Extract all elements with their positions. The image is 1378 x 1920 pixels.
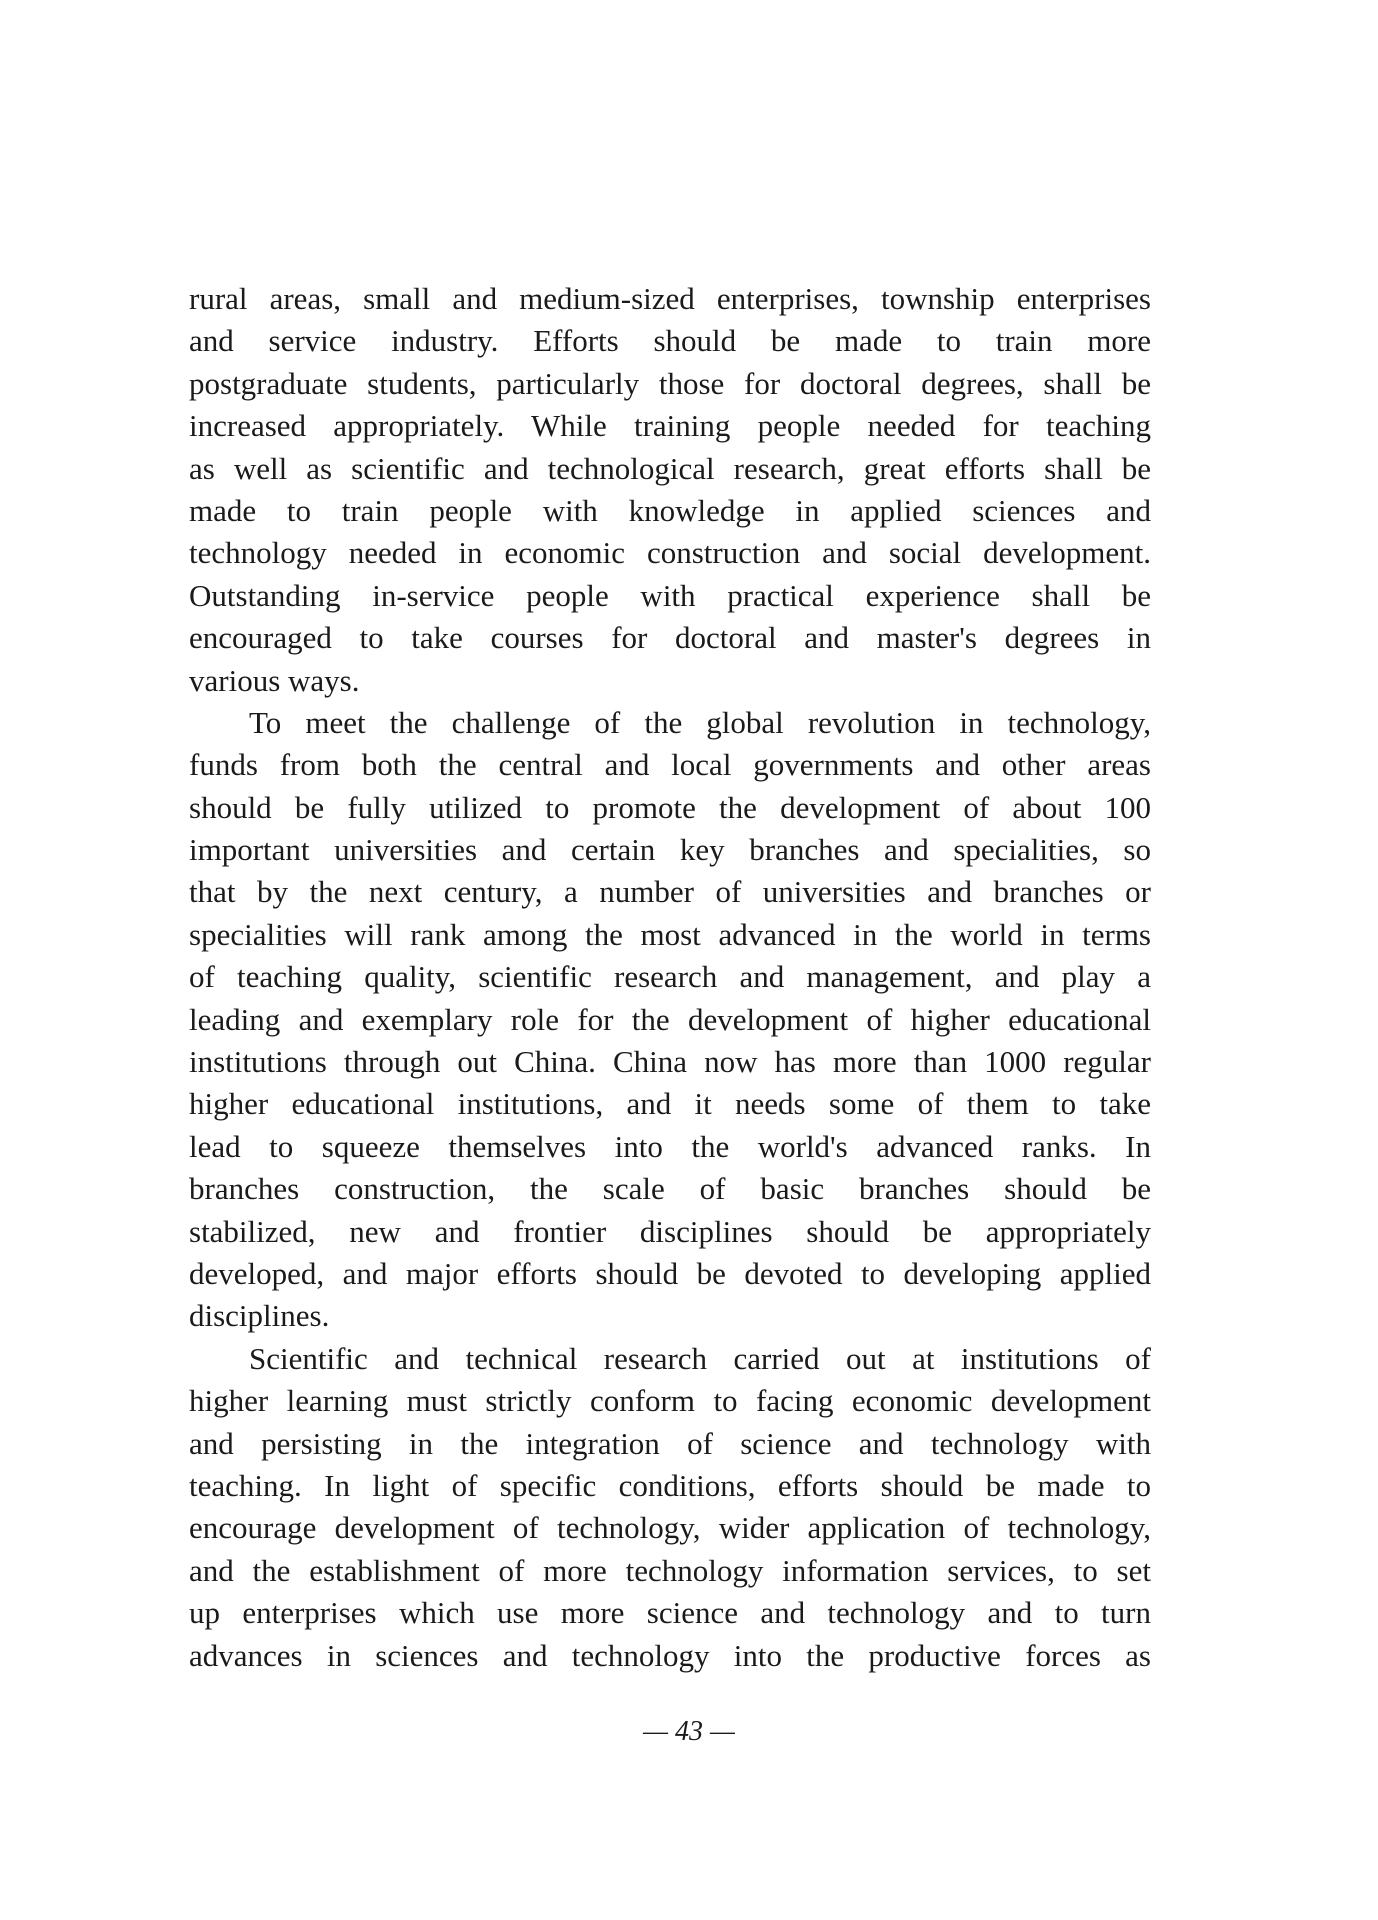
paragraph-first-line: To meet the challenge of the global revolution in technology, — [249, 704, 1151, 740]
text-line: increased appropriately. While training people needed for teaching — [189, 408, 1151, 444]
body-text — [189, 278, 1151, 1677]
text-line: higher educational institutions, and it needs some of them to take — [189, 1086, 1151, 1122]
text-line: and the establishment of more technology information services, to set — [189, 1552, 1151, 1588]
text-line: advances in sciences and technology into the productive forces as — [189, 1637, 1151, 1673]
text-line: disciplines. — [189, 1298, 330, 1334]
text-line: made to train people with knowledge in applied sciences and — [189, 492, 1151, 528]
text-line: that by the next century, a number of universities and branches or — [189, 874, 1151, 910]
text-line: developed, and major efforts should be devoted to developing applied — [189, 1255, 1151, 1291]
page-number: — 43 — — [643, 1716, 735, 1747]
text-line: institutions through out China. China now has more than 1000 regular — [189, 1044, 1151, 1080]
paragraph-first-line: Scientific and technical research carried out at institutions of — [249, 1340, 1151, 1376]
text-line: encouraged to take courses for doctoral and master's degrees in — [189, 620, 1151, 656]
text-line: rural areas, small and medium-sized enterprises, township enterprises — [189, 281, 1151, 316]
text-line: branches construction, the scale of basic branches should be — [189, 1171, 1151, 1207]
text-line: up enterprises which use more science and technology and to turn — [189, 1595, 1151, 1631]
text-line: postgraduate students, particularly those for doctoral degrees, shall be — [189, 365, 1151, 401]
text-line: and service industry. Efforts should be made to train more — [189, 323, 1151, 359]
text-line: higher learning must strictly conform to facing economic development — [189, 1383, 1151, 1419]
text-line: encourage development of technology, wider application of technology, — [189, 1510, 1151, 1546]
text-line: various ways. — [189, 662, 360, 698]
text-line: and persisting in the integration of science and technology with — [189, 1425, 1151, 1461]
text-line: should be fully utilized to promote the development of about 100 — [189, 789, 1151, 825]
text-line: leading and exemplary role for the development of higher educational — [189, 1001, 1151, 1037]
text-line: technology needed in economic construction and social development. — [189, 535, 1151, 571]
text-line: stabilized, new and frontier disciplines should be appropriately — [189, 1213, 1151, 1249]
text-line: Outstanding in-service people with practical experience shall be — [189, 577, 1151, 613]
text-line: specialities will rank among the most advanced in the world in terms — [189, 916, 1151, 952]
text-line: as well as scientific and technological research, great efforts shall be — [189, 450, 1151, 486]
text-line: funds from both the central and local governments and other areas — [189, 747, 1151, 783]
text-line: of teaching quality, scientific research and management, and play a — [189, 959, 1151, 995]
text-line: lead to squeeze themselves into the world's advanced ranks. In — [189, 1128, 1151, 1164]
text-line: important universities and certain key branches and specialities, so — [189, 832, 1151, 868]
text-line: teaching. In light of specific conditions, efforts should be made to — [189, 1467, 1151, 1503]
